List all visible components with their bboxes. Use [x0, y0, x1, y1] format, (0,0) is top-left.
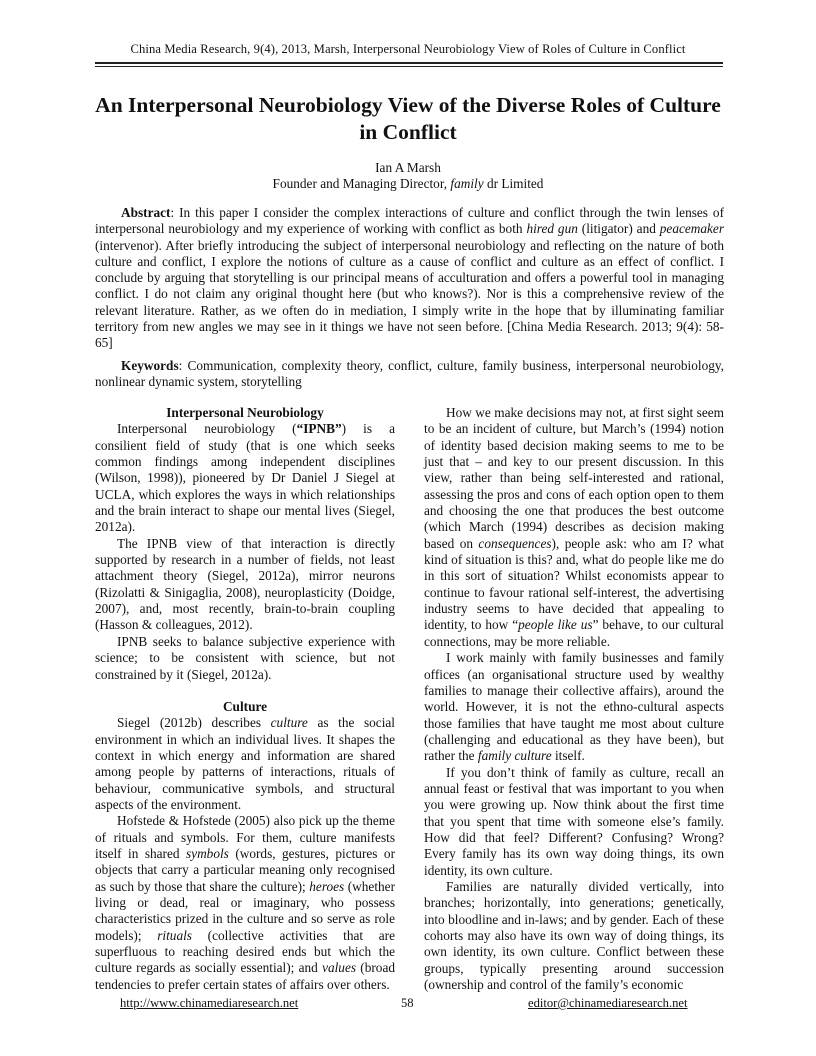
section-heading: Interpersonal Neurobiology — [166, 405, 324, 420]
text: (broad tendencies to prefer certain states of affairs over others. — [95, 960, 395, 992]
page-number: 58 — [401, 996, 414, 1010]
title-line-2: in Conflict — [359, 120, 457, 144]
affiliation-text: Founder and Managing Director, — [272, 176, 451, 191]
italic-term: rituals — [157, 927, 192, 943]
author-affiliation — [0, 176, 816, 192]
left-column — [95, 405, 395, 993]
italic-term: people like us — [518, 617, 593, 633]
abstract — [95, 205, 724, 352]
bold-term: “IPNB” — [296, 421, 342, 437]
paragraph — [424, 405, 724, 650]
italic-term: consequences — [478, 535, 552, 551]
italic-term: values — [322, 960, 357, 976]
text: ) is a consilient field of study (that is one which seeks common findings among independent disciplines (Wilson, 1998)), pioneered by Dr Daniel J Siegel at UCLA, which explores the ways in which relationships and the brain interact to shape our mental lives (Siegel, 2012a). — [95, 421, 395, 535]
abstract-label: Abstract — [121, 205, 171, 220]
text: ” behave, to our cultural connections, may be more reliable. — [424, 617, 725, 649]
italic-term: culture — [270, 715, 308, 731]
abstract-italic: hired gun — [526, 221, 578, 237]
paragraph — [95, 813, 395, 993]
text: (collective activities that are superfluous to reaching desired ends but which the culture regards as socially essential); and — [95, 927, 396, 976]
text: (words, gestures, pictures or objects that carry a particular meaning only recognised as such by those that share the culture); — [95, 845, 395, 894]
italic-term: heroes — [309, 878, 345, 894]
footer-website-link[interactable]: http://www.chinamediaresearch.net — [120, 996, 299, 1010]
abstract-text: (intervenor). After briefly introducing the subject of interpersonal neurobiology and reflecting on the nature of both culture and conflict, I explore the notions of culture as a cause of conflict and culture as an effect of conflict. I conclude by arguing that storytelling is our principal means of acculturation and offers a powerful tool in managing conflict. I do not claim any original thought here (but who knows?). Nor is this a comprehensive review of the relevant literature. Rather, as we often do in mediation, I simply write in the hope that by illuminating familiar territory from new angles we may see in it things we have not seen before. [China Media Research. 2013; 9(4): 58-65] — [95, 237, 724, 351]
paragraph: Families are naturally divided vertically, into branches; horizontally, into generations; genetically, into bloodline and in-laws; and by gender. Each of these cohorts may also have its own way of doing things, its own identity, its own culture. Conflict between these groups, typically presenting around succession (ownership and control of the family’s economic — [424, 878, 724, 993]
keywords-text: : Communication, complexity theory, conflict, culture, family business, interpersonal neurobiology, nonlinear dynamic system, storytelling — [95, 358, 724, 390]
keywords-label: Keywords — [121, 358, 179, 373]
text: as the social environment in which an individual lives. It shapes the context in which energy and information are shared among people by patterns of interactions, rituals of behaviour, communicative symbols, and structural aspects of the environment. — [95, 715, 396, 812]
affiliation-family: family — [450, 176, 484, 191]
paragraph — [95, 715, 395, 813]
running-head: China Media Research, 9(4), 2013, Marsh, Interpersonal Neurobiology View of Roles of Culture in Conflict — [130, 42, 686, 56]
text: Siegel (2012b) describes — [117, 715, 271, 731]
text: ), people ask: who am I? what kind of situation is this? and, what do people like me do in this sort of situation? Whilst economists appear to continue to favour rational self-interest, the advertising industry seems to have decided that appealing to identity, to how “ — [424, 535, 724, 633]
abstract-text: : In this paper I consider the complex interactions of culture and conflict through the twin lenses of interpersonal neurobiology and my experience of working with conflict as both — [95, 205, 724, 237]
paper-title — [80, 92, 736, 146]
paragraph — [424, 650, 724, 764]
author-name: Ian A Marsh — [375, 160, 441, 175]
text: How we make decisions may not, at first sight seem to be an incident of culture, but March’s (1994) notion of identity based decision making seems to me to be just that – and key to our present discussion. In this view, rather than being self-interested and rational, assessing the pros and cons of each option open to them and choosing the one that produces the best outcome (which March (1994) describes as decision making based on — [424, 405, 724, 551]
section-heading: Culture — [222, 698, 268, 714]
footer-email-link[interactable]: editor@chinamediaresearch.net — [528, 996, 688, 1010]
text: I work mainly with family businesses and family offices (an organisational structure used by wealthy families to manage their collective affairs), around the world. However, it is not the ethno-cultural aspects those families that have taught me most about culture (challenging and educational as they have been), but rather the — [424, 650, 724, 764]
italic-term: family culture — [477, 748, 552, 764]
paragraph — [95, 421, 395, 535]
paragraph: The IPNB view of that interaction is directly supported by research in a number of fields, not least attachment theory (Siegel, 2012a), mirror neurons (Rizolatti & Sinigaglia, 2008), neuroplasticity (Doidge, 2007), and, most recently, brain-to-brain coupling (Hasson & colleagues, 2012). — [95, 535, 395, 633]
header-rule-thick — [95, 62, 723, 64]
text: Hofstede & Hofstede (2005) also pick up the theme of rituals and symbols. For them, culture manifests itself in shared — [95, 813, 395, 861]
paragraph: If you don’t think of family as culture, recall an annual feast or festival that was important to you when you were growing up. Now think about the first time that you spent that time with someone else’s family. How did that feel? Different? Confusing? Wrong? Every family has its own way doing things, its own identity, its own culture. — [424, 764, 724, 878]
affiliation-suffix: dr Limited — [483, 176, 544, 191]
header-rule-thin — [95, 66, 723, 67]
abstract-text: (litigator) and — [577, 221, 660, 237]
italic-term: symbols — [186, 845, 229, 861]
abstract-italic: peacemaker — [659, 221, 725, 237]
text: itself. — [551, 748, 585, 764]
right-column — [424, 405, 724, 993]
keywords — [95, 358, 724, 391]
text: (whether living or dead, real or imaginary, who possess characteristics prized in the culture and so serve as role models); — [95, 878, 396, 943]
title-line-1: An Interpersonal Neurobiology View of the Diverse Roles of Culture — [95, 93, 721, 117]
text: Interpersonal neurobiology ( — [117, 421, 297, 437]
paragraph: IPNB seeks to balance subjective experience with science; to be consistent with science, but not constrained by it (Siegel, 2012a). — [95, 633, 395, 682]
